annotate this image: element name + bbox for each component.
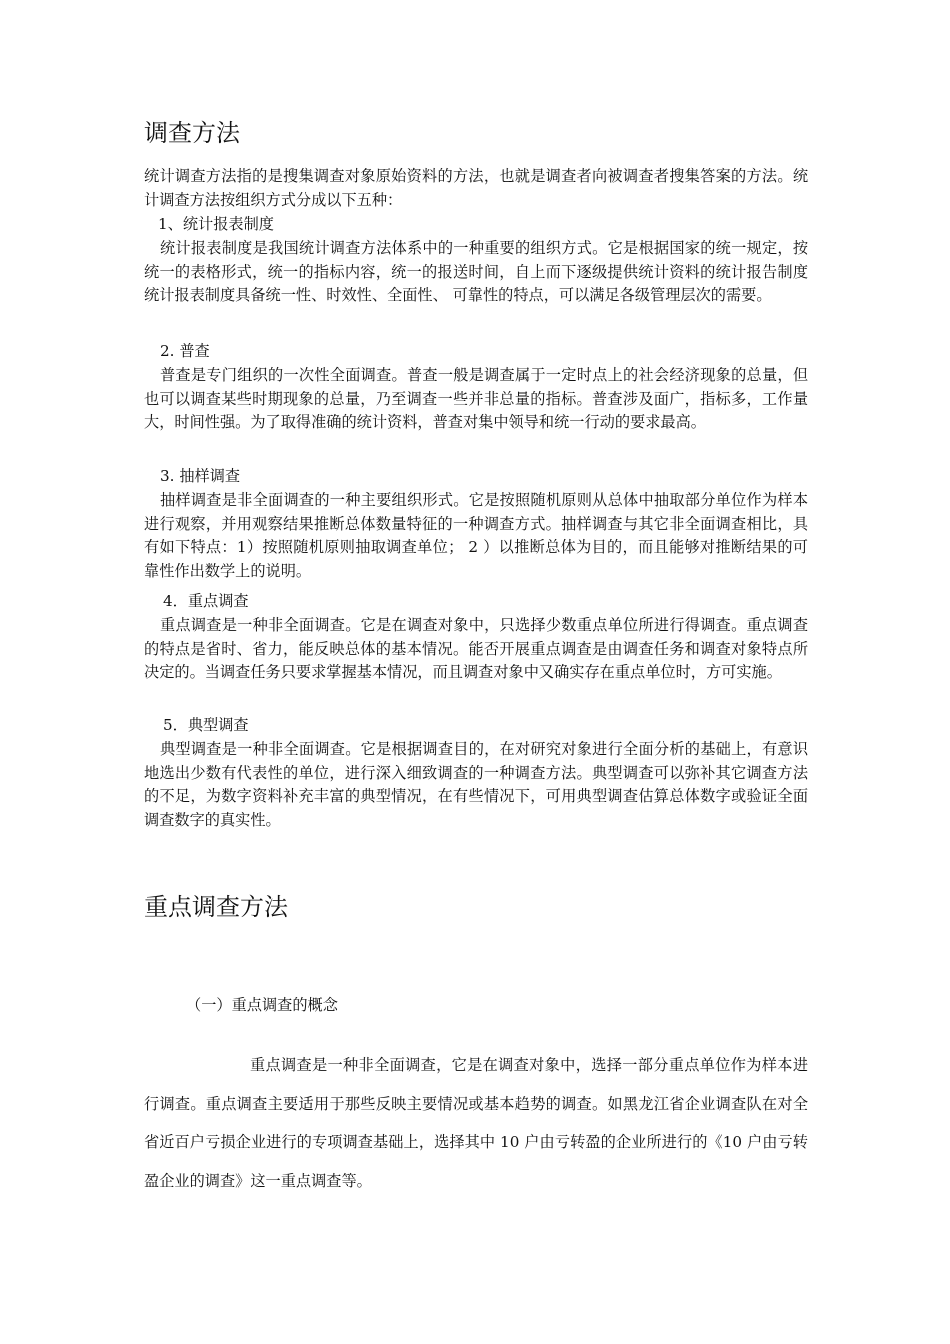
item-heading-2: 2. 普查 <box>160 342 210 360</box>
section-title-2: 重点调查方法 <box>144 893 288 921</box>
item-heading-3: 3. 抽样调查 <box>160 467 241 485</box>
item-body-1: 统计报表制度是我国统计调查方法体系中的一种重要的组织方式。它是根据国家的统一规定，按统一的表格形式，统一的指标内容，统一的报送时间，自上而下逐级提供统计资料的统计报告制度 统计报表制度具备统一性、时效性、全面性、 可靠性的特点，可以满足各级管理层次的需要。 <box>144 239 808 305</box>
intro-paragraph: 统计调查方法指的是搜集调查对象原始资料的方法，也就是调查者向被调查者搜集答案的方法。统计调查方法按组织方式分成以下五种： <box>144 167 808 209</box>
concept-subheading: （一）重点调查的概念 <box>186 996 338 1014</box>
item-body-5: 典型调查是一种非全面调查。它是根据调查目的，在对研究对象进行全面分析的基础上，有意识地选出少数有代表性的单位，进行深入细致调查的一种调查方法。典型调查可以弥补其它调查方法的不足，为数字资料补充丰富的典型情况，在有些情况下，可用典型调查估算总体数字或验证全面调查数字的真实性。 <box>144 740 808 829</box>
section-title: 调查方法 <box>144 119 240 147</box>
item-body-3: 抽样调查是非全面调查的一种主要组织形式。它是按照随机原则从总体中抽取部分单位作为样本进行观察，并用观察结果推断总体数量特征的一种调查方式。抽样调查与其它非全面调查相比，具有如下特点：1）按照随机原则抽取调查单位； 2 ）以推断总体为目的，而且能够对推断结果的可靠性作出数学上的说明。 <box>144 491 808 580</box>
item-body-2: 普查是专门组织的一次性全面调查。普查一般是调查属于一定时点上的社会经济现象的总量，但也可以调查某些时期现象的总量，乃至调查一些并非总量的指标。普查涉及面广，指标多，工作量大，时间性强。为了取得准确的统计资料，普查对集中领导和统一行动的要求最高。 <box>144 366 808 432</box>
item-body-4: 重点调查是一种非全面调查。它是在调查对象中，只选择少数重点单位所进行得调查。重点调查的特点是省时、省力，能反映总体的基本情况。能否开展重点调查是由调查任务和调查对象特点所决定的。当调查任务只要求掌握基本情况，而且调查对象中又确实存在重点单位时，方可实施。 <box>144 616 808 682</box>
concept-paragraph: 重点调查是一种非全面调查，它是在调查对象中，选择一部分重点单位作为样本进行调查。重点调查主要适用于那些反映主要情况或基本趋势的调查。如黑龙江省企业调查队在对全省近百户亏损企业进行的专项调查基础上，选择其中 10 户由亏转盈的企业所进行的《10 户由亏转盈企业的调查》这一重点调查等。 <box>144 1056 808 1190</box>
item-heading-1: 1、统计报表制度 <box>158 215 274 233</box>
item-heading-4: 4．重点调查 <box>163 592 249 610</box>
item-heading-5: 5．典型调查 <box>163 716 249 734</box>
